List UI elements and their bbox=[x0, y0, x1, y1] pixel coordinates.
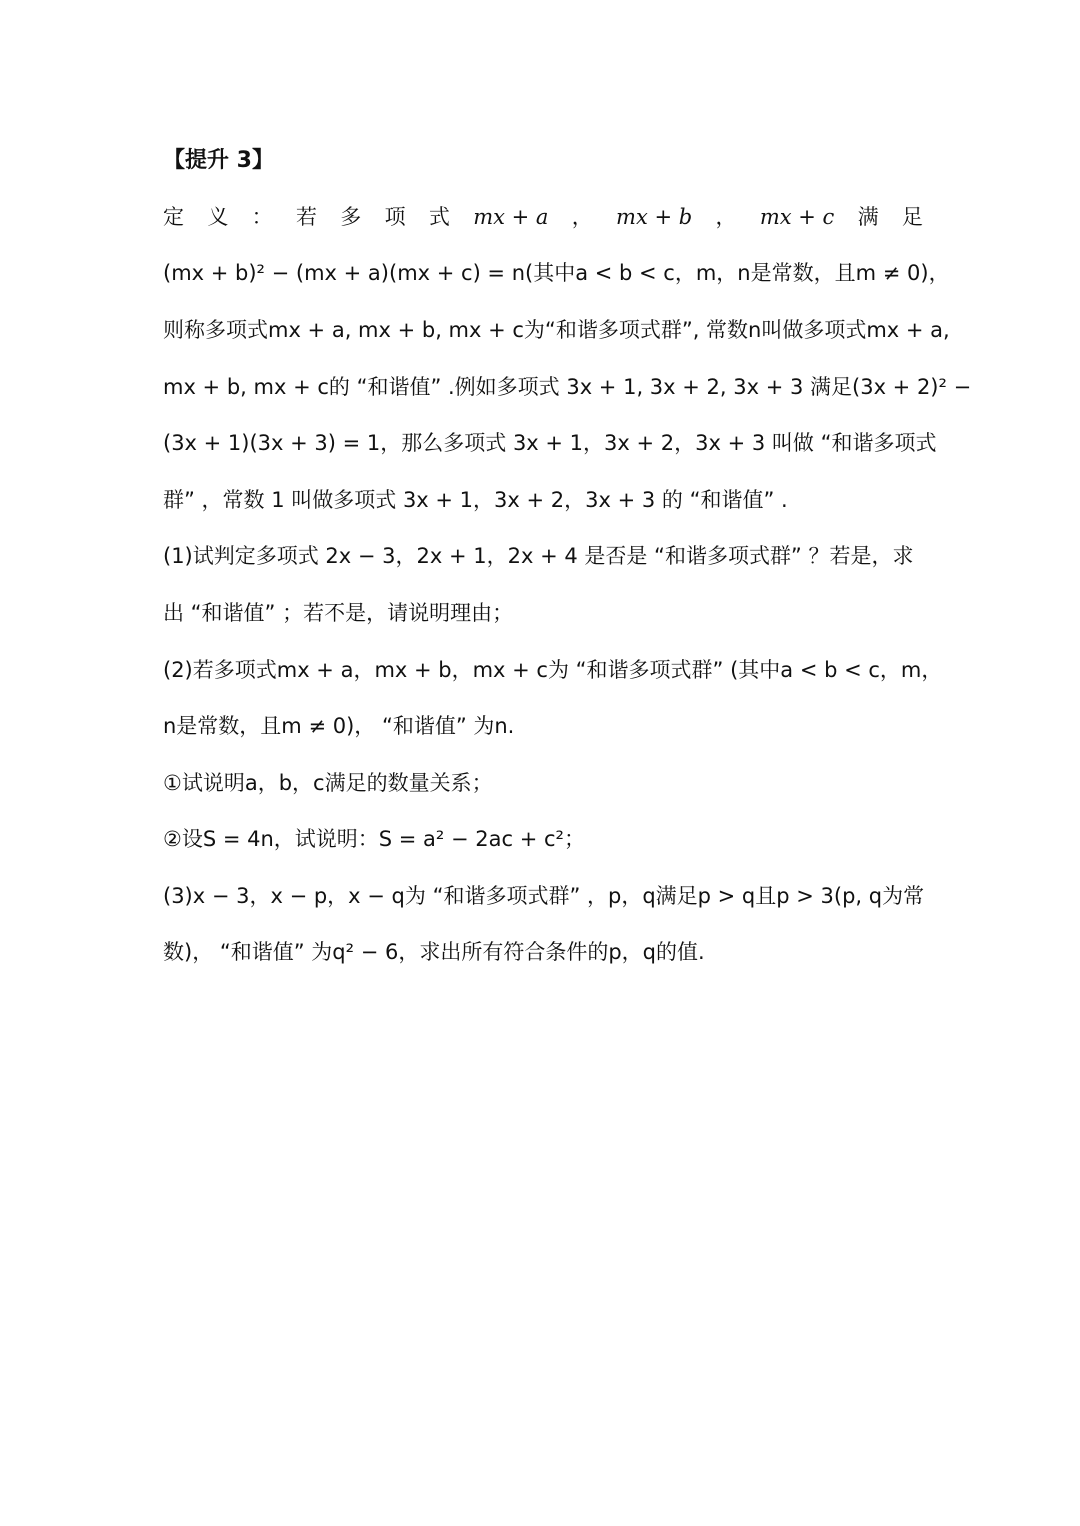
definition-word: 足 bbox=[901, 205, 923, 229]
question-3-line-1: (3)x − 3，x − p，x − q为 “和谐多项式群” ，p，q满足p > q且p > 3(p, q为常 bbox=[163, 884, 925, 908]
definition-polynomial-b: mx + b bbox=[616, 205, 693, 229]
definition-word: 多 bbox=[340, 205, 362, 229]
definition-line-1 bbox=[163, 202, 923, 232]
definition-word: 式 bbox=[428, 205, 450, 229]
definition-line-4: mx + b, mx + c的 “和谐值” .例如多项式 3x + 1, 3x + 2, 3x + 3 满足(3x + 2)² − bbox=[163, 375, 972, 399]
question-2-sub-2: ②设S = 4n，试说明：S = a² − 2ac + c²； bbox=[163, 827, 585, 851]
definition-word: 若 bbox=[295, 205, 317, 229]
definition-word: 定 bbox=[163, 205, 184, 229]
section-heading: 【提升 3】 bbox=[163, 148, 274, 173]
definition-line-3: 则称多项式mx + a, mx + b, mx + c为“和谐多项式群”, 常数n叫做多项式mx + a, bbox=[163, 318, 950, 342]
definition-polynomial-a: mx + a bbox=[473, 205, 549, 229]
question-2-line-1: (2)若多项式mx + a，mx + b，mx + c为 “和谐多项式群” (其中a < b < c，m， bbox=[163, 658, 943, 682]
question-2-line-2: n是常数，且m ≠ 0)， “和谐值” 为n. bbox=[163, 714, 515, 738]
question-1-line-1: (1)试判定多项式 2x − 3，2x + 1，2x + 4 是否是 “和谐多项式群” ？若是，求 bbox=[163, 544, 914, 568]
definition-line-5: (3x + 1)(3x + 3) = 1，那么多项式 3x + 1，3x + 2，3x + 3 叫做 “和谐多项式 bbox=[163, 431, 937, 455]
question-3-line-2: 数)， “和谐值” 为q² − 6，求出所有符合条件的p，q的值. bbox=[163, 940, 705, 964]
definition-word: ， bbox=[571, 205, 593, 229]
definition-polynomial-c: mx + c bbox=[759, 205, 835, 229]
question-1-line-2: 出 “和谐值” ；若不是，请说明理由； bbox=[163, 601, 514, 625]
definition-word: 项 bbox=[384, 205, 406, 229]
definition-word: ： bbox=[251, 205, 273, 229]
definition-word: 满 bbox=[857, 205, 879, 229]
question-2-sub-1: ①试说明a，b，c满足的数量关系； bbox=[163, 771, 493, 795]
definition-word: ， bbox=[715, 205, 737, 229]
definition-line-2: (mx + b)² − (mx + a)(mx + c) = n(其中a < b < c，m，n是常数，且m ≠ 0)， bbox=[163, 261, 950, 285]
definition-word: 义 bbox=[207, 205, 229, 229]
definition-line-6: 群” ，常数 1 叫做多项式 3x + 1，3x + 2，3x + 3 的 “和谐值” . bbox=[163, 488, 788, 512]
